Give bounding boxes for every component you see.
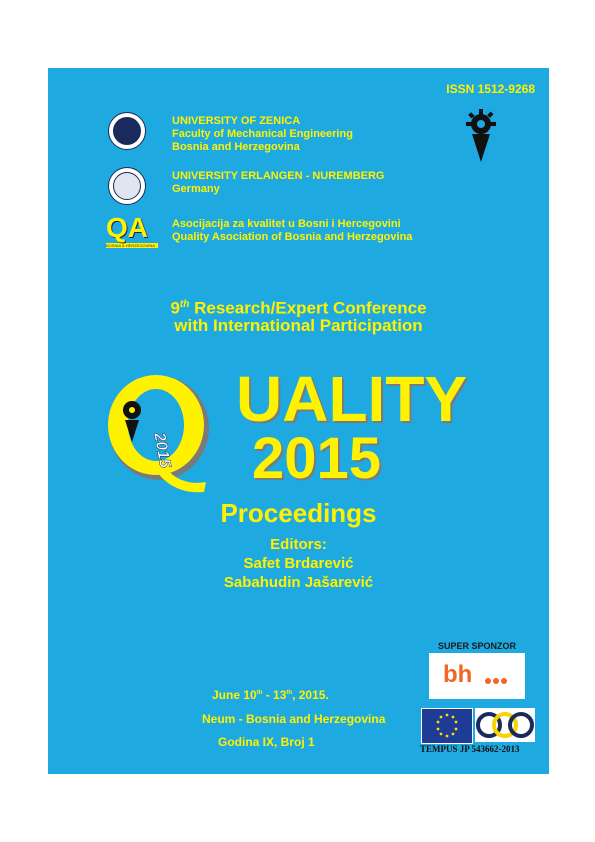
org-erlangen: UNIVERSITY ERLANGEN - NUREMBERG Germany [172,170,385,195]
quality-q-logo-icon [104,370,214,494]
issue-info: Godina IX, Broj 1 [218,735,315,749]
gear-pen-logo-icon [462,108,500,164]
title-year: 2015 [252,426,382,491]
org-zenica: UNIVERSITY OF ZENICA Faculty of Mechanical Engineering Bosnia and Herzegovina [172,115,353,153]
editors-block: Editors: Safet Brdarević Sabahudin Jašarević [223,536,374,591]
conference-line-2: with International Participation [174,316,423,335]
eu-flag-icon [421,708,473,744]
cover [48,68,549,774]
super-sponsor-label: SUPER SPONZOR [437,641,516,651]
conference-dates: June 10th - 13th, 2015. [212,688,329,702]
tempus-code: TEMPUS JP 543662-2013 [420,744,520,754]
conference-line-1: 9th Research/Expert Conference [170,298,427,318]
svg-text:2015: 2015 [150,431,174,470]
conference-place: Neum - Bosnia and Herzegovina [202,712,386,726]
qqq-tempus-logo [475,708,535,742]
bh-telecom-logo: bh [429,653,525,699]
dots-icon [485,671,509,689]
org-quality-association: Asocijacija za kvalitet u Bosni i Hercegovini Quality Asociation of Bosnia and Herzegovina [172,218,413,243]
university-erlangen-seal-icon [108,167,146,205]
quality-association-logo: QA BOSNIA & HERZEGOVINA [106,213,158,253]
proceedings-heading: Proceedings [220,498,377,528]
title-uality: UALITY [236,363,468,435]
issn: ISSN 1512-9268 [446,82,535,96]
university-of-zenica-seal-icon [108,112,146,150]
